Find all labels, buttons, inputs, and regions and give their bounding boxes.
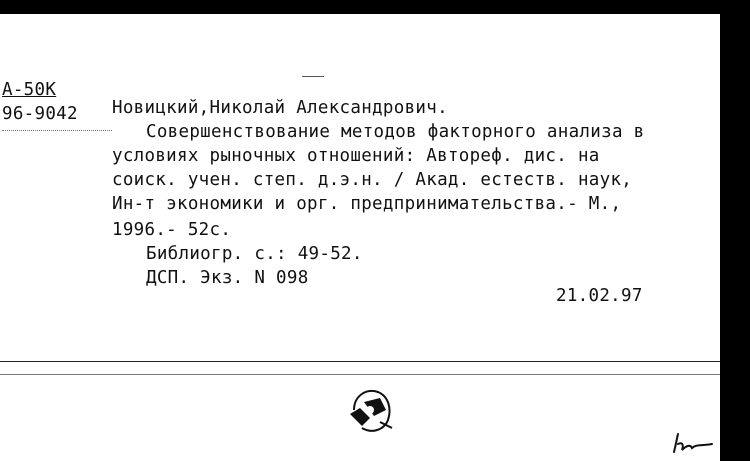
scan-border-top <box>0 0 750 14</box>
title-line-3: соиск. учен. степ. д.э.н. / Акад. естеств. наук, <box>112 170 633 190</box>
handwritten-signature <box>668 426 718 460</box>
title-line-2: условиях рыночных отношений: Автореф. дис. на <box>112 146 600 166</box>
author: Новицкий,Николай Александрович. <box>112 98 448 118</box>
record-number: 96-9042 <box>2 104 78 124</box>
scan-border-right <box>720 0 750 461</box>
separator-line-2 <box>0 374 720 375</box>
library-stamp-icon <box>340 380 400 440</box>
title-line-1: Совершенствование методов факторного анализа в <box>146 122 645 142</box>
top-mark <box>302 76 324 77</box>
separator-line-1 <box>0 361 720 362</box>
entry-date: 21.02.97 <box>556 286 643 306</box>
dotted-guide-line <box>2 130 112 131</box>
call-number: А-50К <box>2 80 57 100</box>
title-line-4: Ин-т экономики и орг. предпринимательства.- М., <box>112 194 622 214</box>
catalog-card <box>0 14 720 461</box>
title-line-5: 1996.- 52с. <box>112 220 232 240</box>
bibliography-note: Библиогр. с.: 49-52. <box>146 244 363 264</box>
restriction-note: ДСП. Экз. N 098 <box>146 268 309 288</box>
